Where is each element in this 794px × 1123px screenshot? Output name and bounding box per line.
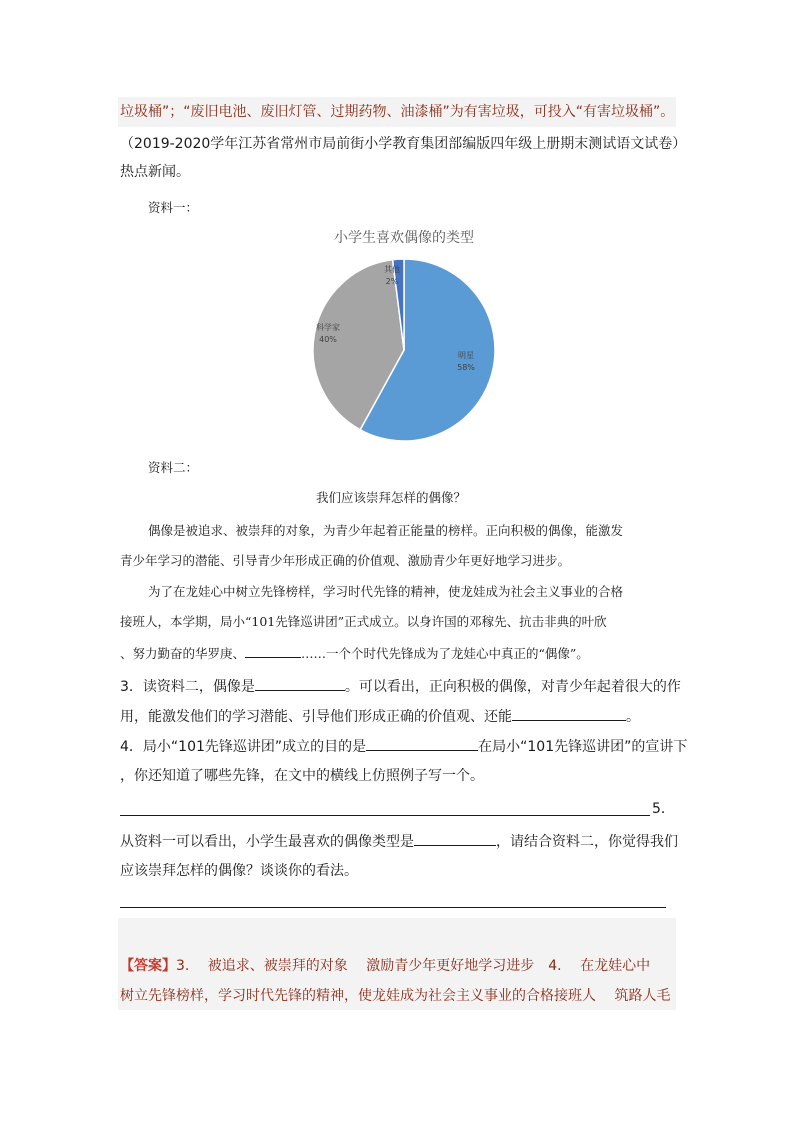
text-fragment: 、努力勤奋的华罗庚、	[120, 646, 246, 661]
text-fragment: 用，能激发他们的学习潜能、引导他们形成正确的价值观、还能	[120, 709, 512, 725]
question-4-line2: ，你还知道了哪些先锋，在文中的横线上仿照例子写一个。	[120, 768, 484, 784]
pie-chart	[280, 222, 530, 444]
material2-label: 资料二：	[148, 460, 199, 475]
slice-value-label: 2%	[385, 277, 399, 286]
q3-blank-1[interactable]	[255, 676, 345, 691]
answer-line1	[120, 956, 650, 976]
answer-line2: 树立先锋榜样，学习时代先锋的精神，使龙娃成为社会主义事业的合格接班人 筑路人毛	[120, 988, 671, 1004]
text-fragment: 3．读资料二，偶像是	[120, 679, 255, 695]
text-fragment: ……一个个时代先锋成为了龙娃心中真正的“偶像”。	[301, 646, 589, 661]
example-blank[interactable]	[245, 643, 301, 658]
answer-label: 【答案】	[120, 958, 176, 974]
slice-value-label: 58%	[457, 363, 475, 372]
question-4-line1	[120, 736, 687, 757]
source-line: （2019-2020学年江苏省常州市局前街小学教育集团部编版四年级上册期末测试语文试卷）	[120, 136, 687, 152]
q3-blank-2[interactable]	[512, 706, 626, 721]
q4-blank-1[interactable]	[366, 736, 478, 751]
question-3-line2	[120, 706, 640, 727]
text-fragment: 4．局小“101先锋巡讲团”成立的目的是	[120, 739, 367, 755]
material2-p2-line1: 为了在龙娃心中树立先锋榜样，学习时代先锋的精神，使龙娃成为社会主义事业的合格	[148, 584, 624, 599]
material2-p2-line2: 接班人，本学期，局小“101先锋巡讲团”正式成立。以身许国的邓稼先、抗击非典的叶欣	[120, 614, 607, 629]
topic-line: 热点新闻。	[120, 164, 190, 180]
slice-label: 科学家	[316, 323, 340, 332]
top-line: 垃圾桶”；“废旧电池、废旧灯管、过期药物、油漆桶”为有害垃圾，可投入“有害垃圾桶”。	[120, 104, 675, 120]
material2-p1-line2: 青少年学习的潜能、引导青少年形成正确的价值观、激励青少年更好地学习进步。	[120, 553, 571, 568]
question-5-line2: 应该崇拜怎样的偶像？谈谈你的看法。	[120, 863, 358, 879]
chart-title: 小学生喜欢偶像的类型	[334, 230, 474, 246]
question-5-number: 5．	[652, 801, 675, 817]
material2-title: 我们应该崇拜怎样的偶像？	[316, 490, 467, 505]
q5-blank-1[interactable]	[414, 831, 496, 846]
question-3-line1	[120, 676, 681, 697]
slice-value-label: 40%	[319, 335, 337, 344]
text-fragment: 。	[626, 709, 640, 725]
question-5-line1	[120, 831, 678, 852]
text-fragment: 3. 被追求、被崇拜的对象 激励青少年更好地学习进步 4. 在龙娃心中	[176, 958, 651, 974]
text-fragment: 在局小“101先锋巡讲团”的宣讲下	[478, 739, 688, 755]
text-fragment: 从资料一可以看出，小学生最喜欢的偶像类型是	[120, 834, 414, 850]
slice-label: 其他	[384, 265, 400, 274]
text-fragment: 。可以看出，正向积极的偶像，对青少年起着很大的作	[344, 679, 681, 695]
material1-label: 资料一：	[148, 200, 199, 215]
text-fragment: ，请结合资料二，你觉得我们	[496, 834, 678, 850]
slice-label: 明星	[458, 351, 474, 360]
material2-p2-line3	[120, 643, 589, 664]
material2-p1-line1: 偶像是被追求、被崇拜的对象，为青少年起着正能量的榜样。正向积极的偶像，能激发	[148, 523, 624, 538]
answer-rule-q5[interactable]	[120, 907, 666, 908]
answer-rule-q4[interactable]	[120, 815, 650, 816]
